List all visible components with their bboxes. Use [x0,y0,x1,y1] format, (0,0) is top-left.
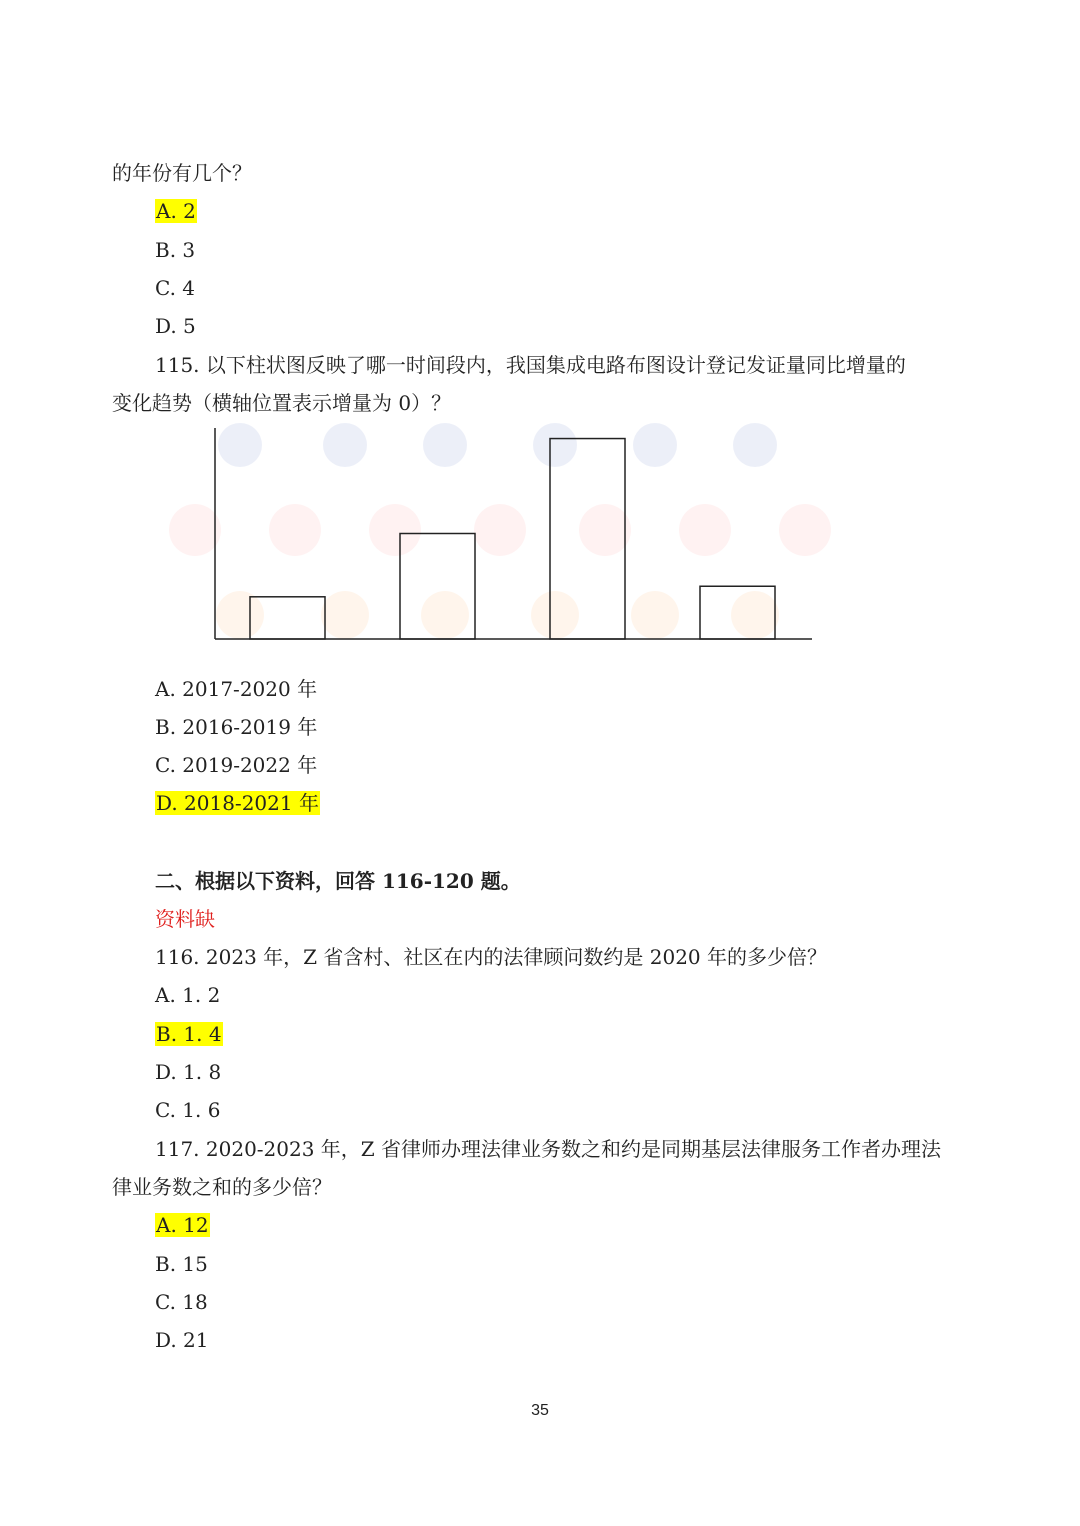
missing-material-note: 资料缺 [155,907,215,931]
bar-4 [700,586,775,639]
q116-option-b: B. 1. 4 [156,1022,222,1046]
q117-option-a: A. 12 [156,1213,209,1237]
q115-option-c: C. 2019-2022 年 [155,753,318,777]
q114-option-d: D. 5 [155,314,196,338]
bar-3 [550,439,625,639]
bar-1 [250,597,325,639]
q114-option-a: A. 2 [156,199,196,223]
q116-option-d: D. 1. 8 [155,1060,222,1084]
q115-option-a: A. 2017-2020 年 [155,677,318,701]
q116-option-c: C. 1. 6 [155,1098,221,1122]
q117-stem-line1: 117. 2020-2023 年，Z 省律师办理法律业务数之和约是同期基层法律服务工作者办理法 [155,1137,942,1161]
q116-stem: 116. 2023 年，Z 省含村、社区在内的法律顾问数约是 2020 年的多少倍？ [155,945,828,969]
q115-option-b: B. 2016-2019 年 [155,715,318,739]
q115-option-d: D. 2018-2021 年 [156,791,319,815]
q117-option-d: D. 21 [155,1328,209,1352]
bar-2 [400,534,475,640]
q114-stem-end: 的年份有几个？ [112,161,252,185]
q117-stem-line2: 律业务数之和的多少倍？ [112,1175,332,1199]
q114-option-b: B. 3 [155,238,196,262]
q115-stem-line2: 变化趋势（横轴位置表示增量为 0）？ [112,391,452,415]
section-heading: 二、根据以下资料，回答 116-120 题。 [155,869,521,893]
q117-option-c: C. 18 [155,1290,208,1314]
q116-option-a: A. 1. 2 [155,983,221,1007]
bar-chart [155,420,845,650]
q115-stem-line1: 115. 以下柱状图反映了哪一时间段内，我国集成电路布图设计登记发证量同比增量的 [155,353,906,377]
q114-option-c: C. 4 [155,276,196,300]
page-number: 35 [531,1402,549,1419]
q117-option-b: B. 15 [155,1252,208,1276]
